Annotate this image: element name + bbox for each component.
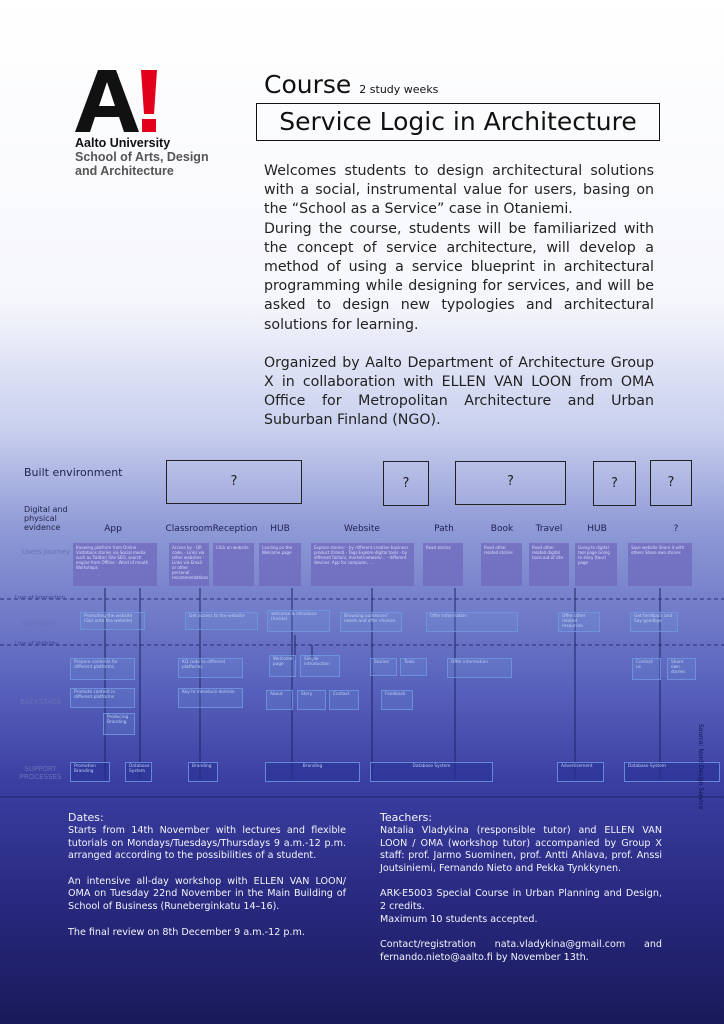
- aalto-a-mark-icon: [75, 70, 165, 132]
- onstage-box: Offer other related resources: [558, 612, 600, 632]
- dates-heading: Dates:: [68, 811, 104, 824]
- support-box: Branding: [265, 762, 360, 782]
- column-unknown: ?: [673, 524, 679, 534]
- dates-paragraph-2: An intensive all-day workshop with ELLEN VAN LOON/ OMA on Tuesday 22nd November in the Main Building of School of Business (Runeberginkatu 14–16).: [68, 875, 346, 912]
- backstage-box: Promote content in different platforms: [70, 688, 135, 708]
- intro-text: [264, 162, 654, 431]
- teachers-paragraph-1: Natalia Vladykina (responsible tutor) and ELLEN VAN LOON / OMA (workshop tutor) accompanied by Group X staff: prof. Jarmo Suominen, prof. Antti Ahlava, prof. Anssi Joutsiniemi, Fernando Nieto and Pekka Tynkkynen.: [380, 825, 662, 874]
- column-reception: Reception: [212, 524, 258, 534]
- aalto-logo: [75, 70, 235, 178]
- journey-box: Read other related stories: [481, 543, 522, 586]
- journey-box: Read stories: [423, 543, 463, 586]
- journey-box: Landing on the Welcome page: [259, 543, 301, 586]
- row-onstage: ONSTAGE: [22, 620, 56, 628]
- backstage-box: Producing Branding: [103, 713, 135, 735]
- digital-evidence-label: Digital and physical evidence: [24, 505, 68, 532]
- journey-box: Going to digital tool page Going to story (tour) page: [575, 543, 617, 586]
- course-heading: [264, 70, 438, 99]
- row-support: SUPPORT PROCESSES: [19, 765, 62, 781]
- column-hub-2: HUB: [587, 524, 607, 534]
- built-environment-label: Built environment: [24, 466, 123, 479]
- logo-university: Aalto University: [75, 136, 171, 150]
- backstage-box: Contact us: [632, 658, 661, 680]
- onstage-box: Promoting the website (Go) onto the website): [80, 612, 145, 630]
- intro-paragraph-1: Welcomes students to design architectural solutions with a social, instrumental value for users, basing on the “School as a Service” case in Otaniemi.: [264, 163, 654, 218]
- journey-box: Explore stories: - by different creative business product (trend) - Tags Explore digital tools - by different factors, market/network/... - different devices: App for computer, ...: [311, 543, 414, 586]
- journey-box: Access by - QR code, - Links via other websites - Links via Email or other personal recommendations: [169, 543, 209, 586]
- backstage-box: Contact: [329, 690, 359, 710]
- backstage-box: KQ code to different platforms: [178, 658, 243, 678]
- logo-school-line1: School of Arts, Design: [75, 150, 209, 164]
- backstage-box: Simple introduction: [300, 655, 340, 677]
- backstage-box: Stories: [370, 658, 397, 676]
- backstage-box: Offer information: [447, 658, 512, 678]
- column-path: Path: [434, 524, 454, 534]
- backstage-box: Welcome page: [269, 655, 296, 677]
- row-line-visibility: Line of Visibility: [15, 641, 59, 647]
- backstage-box: Prepare contents for different platforms: [70, 658, 135, 680]
- row-users-journey: Users journey: [22, 548, 71, 556]
- contact-registration-text: Contact/registration nata.vladykina@gmail.com and fernando.nieto@aalto.fi by November 13th.: [380, 939, 662, 963]
- logo-school-line2: and Architecture: [75, 164, 174, 178]
- exclaim-bar: [141, 70, 157, 114]
- journey-box: Read other related digital tools out of site: [529, 543, 569, 586]
- intro-paragraph-2: During the course, students will be familiarized with the concept of service architecture, will develop a method of using a service blueprint in architectural programming while designing for services, and will be asked to design new typologies and architectural solutions for learning.: [264, 220, 654, 333]
- row-line-interaction: Line of Interaction: [15, 595, 66, 601]
- journey-box: Click on website: [213, 543, 254, 586]
- dates-paragraph-3: The final review on 8th December 9 a.m.-12 p.m.: [68, 926, 305, 938]
- onstage-box: Get feedback and Say goodbye: [630, 612, 678, 632]
- course-duration: 2 study weeks: [359, 83, 439, 96]
- blueprint-lines: [0, 455, 724, 815]
- support-box: Database System: [125, 762, 152, 782]
- column-app: App: [104, 524, 122, 534]
- backstage-box: Feedback: [381, 690, 413, 710]
- max-students-text: Maximum 10 students accepted.: [380, 913, 538, 925]
- journey-box: Knowing platform from Online Visitations stories via Social media such as Twitter/ Site SEO, search engine from Offline - Word of mouth Workshops: [73, 543, 157, 586]
- column-hub: HUB: [270, 524, 290, 534]
- course-title: Service Logic in Architecture: [256, 103, 660, 141]
- onstage-box: welcome & introduce (Inside): [267, 610, 330, 632]
- row-backstage: BACKSTAGE: [20, 698, 62, 706]
- built-env-box-5: ?: [650, 460, 692, 506]
- dates-section: [68, 811, 346, 939]
- built-env-box-4: ?: [593, 461, 636, 506]
- support-box: Database System: [370, 762, 493, 782]
- backstage-box: Tools: [400, 658, 427, 676]
- built-env-box-3: ?: [455, 461, 566, 505]
- built-env-box-1: ?: [166, 460, 302, 504]
- backstage-box: About: [266, 690, 293, 710]
- column-book: Book: [490, 524, 514, 534]
- backstage-box: Story: [297, 690, 326, 710]
- teachers-heading: Teachers:: [380, 811, 433, 824]
- support-box: Advertisement: [557, 762, 604, 782]
- built-env-box-2: ?: [383, 461, 429, 506]
- backstage-box: Share own stories: [667, 658, 696, 680]
- column-classroom: Classroom: [165, 524, 213, 534]
- support-box: Database System: [624, 762, 720, 782]
- support-box: Promotion Branding: [70, 762, 110, 782]
- column-travel: Travel: [535, 524, 563, 534]
- dates-paragraph-1: Starts from 14th November with lectures and flexible tutorials on Mondays/Tuesdays/Thursdays 9 a.m.-12 p.m. arranged according to the possibilities of a student.: [68, 825, 346, 862]
- journey-box: Save website Share it with others Share own stories: [628, 543, 692, 586]
- onstage-box: Offer Information: [426, 612, 518, 632]
- course-code-text: ARK-E5003 Special Course in Urban Planning and Design, 2 credits.: [380, 888, 662, 912]
- intro-paragraph-3: Organized by Aalto Department of Architecture Group X in collaboration with ELLEN VAN LOON from OMA Office for Metropolitan Architecture and Urban Suburban Finland (NGO).: [264, 354, 654, 429]
- onstage-box: Browsing audiences' needs and offer choices: [340, 612, 402, 632]
- diagram-source-credit: Source: Nord Design Service: [697, 724, 704, 810]
- column-website: Website: [344, 524, 380, 534]
- support-box: Branding: [188, 762, 218, 782]
- backstage-box: Key to introduce domain: [178, 688, 243, 708]
- teachers-section: [380, 811, 662, 964]
- onstage-box: Get access to the website: [185, 612, 258, 630]
- course-word: Course: [264, 70, 352, 99]
